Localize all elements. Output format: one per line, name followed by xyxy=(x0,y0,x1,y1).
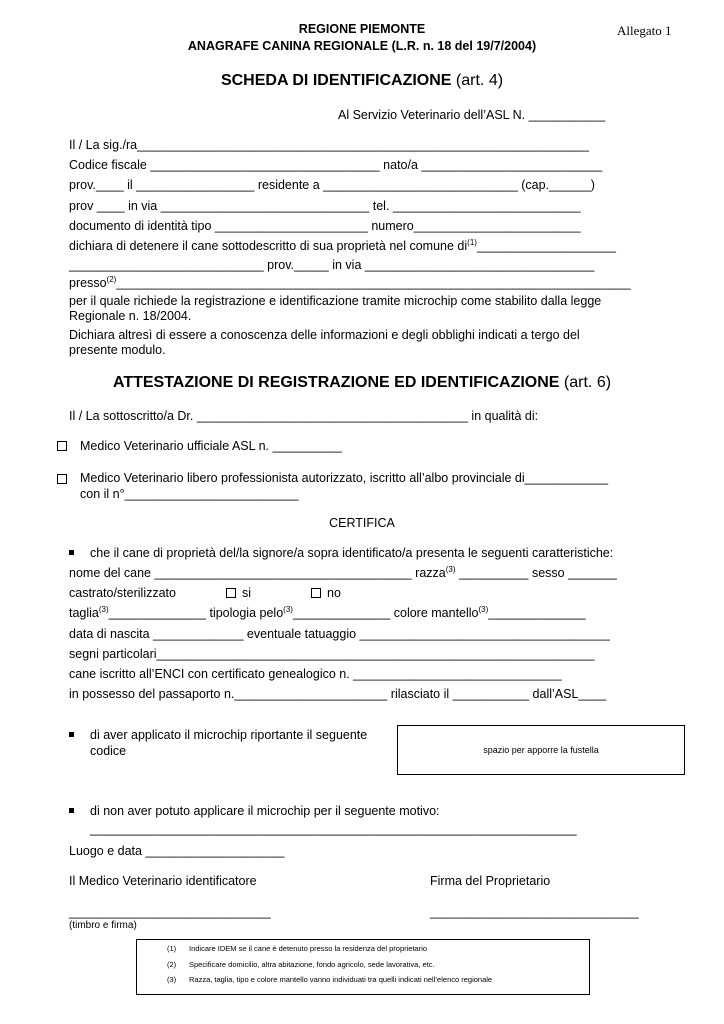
section2-title-art: (art. 6) xyxy=(559,374,612,391)
footnote-2-text: Specificare domicilio, altra abitazione, fondo agricolo, sede lavorativa, etc. xyxy=(189,960,435,969)
registry-heading: ANAGRAFE CANINA REGIONALE (L.R. n. 18 del 19/7/2004) xyxy=(187,39,537,53)
neutered-yes-label: si xyxy=(242,586,252,600)
footnote-3-number: (3) xyxy=(167,975,177,984)
footnote-2-number: (2) xyxy=(167,960,177,969)
microchip-label-box xyxy=(397,725,685,775)
passport-line: in possesso del passaporto n.______________________ rilasciato il ___________ dall’ASL____ xyxy=(69,687,607,701)
declaration-footnote: (1) xyxy=(467,237,477,247)
declaration-blank: ____________________ xyxy=(476,239,616,253)
vet-signature-blank: _____________________________ xyxy=(69,905,271,919)
color-footnote: (3) xyxy=(478,604,489,614)
coat-color-label: ______________ colore mantello xyxy=(292,606,479,620)
footnote-3-text: Razza, taglia, tipo e colore mantello vanno individuati tra quelli indicati nell’elenco regionale xyxy=(189,975,493,984)
stamp-and-sign-note: (timbro e firma) xyxy=(69,920,137,931)
residence-line: prov.____ il _________________ residente a ____________________________ (cap.______) xyxy=(69,178,595,192)
section1-title-art: (art. 4) xyxy=(451,72,504,89)
neutered-no-label: no xyxy=(327,586,341,600)
size-label: taglia xyxy=(69,606,99,620)
presso-label: presso xyxy=(69,276,107,290)
aware-text-1: Dichiara altresì di essere a conoscenza delle informazioni e degli obblighi indicati a tergo del xyxy=(69,328,580,342)
declaration-text: dichiara di detenere il cane sottodescritto di sua proprietà nel comune di xyxy=(69,239,468,253)
size-footnote: (3) xyxy=(98,604,109,614)
id-document-line: documento di identità tipo ______________________ numero________________________ xyxy=(69,219,581,233)
presso-footnote: (2) xyxy=(106,274,117,284)
size-coat-line xyxy=(69,606,586,620)
certifies-heading: CERTIFICA xyxy=(329,516,395,530)
vet-signature-label: Il Medico Veterinario identificatore xyxy=(69,874,257,888)
microchip-not-applied-text: di non aver potuto applicare il microchip per il seguente motivo: xyxy=(90,804,440,818)
owner-signature-label: Firma del Proprietario xyxy=(430,874,551,888)
private-vet-label-2: con il n°_________________________ xyxy=(80,487,299,501)
official-vet-checkbox[interactable] xyxy=(57,441,67,451)
birth-date-line: data di nascita _____________ eventuale tatuaggio ____________________________________ xyxy=(69,627,610,641)
aware-text-2: presente modulo. xyxy=(69,343,166,357)
private-vet-checkbox[interactable] xyxy=(57,474,67,484)
reason-blank: ______________________________________________________________________ xyxy=(90,822,577,836)
characteristics-text: che il cane di proprietà del/la signore/a sopra identificato/a presenta le seguenti caratteristiche: xyxy=(90,546,614,560)
undersigned-line: Il / La sottoscritto/a Dr. _______________________________________ in qualità di: xyxy=(69,409,539,423)
footnotes-box xyxy=(136,939,590,995)
bullet-marker-2 xyxy=(69,732,74,737)
neutered-no-checkbox[interactable] xyxy=(311,588,321,598)
private-vet-label-1: Medico Veterinario libero professionista autorizzato, iscritto all’albo provinciale di____________ xyxy=(80,471,609,485)
attachment-label: Allegato 1 xyxy=(617,23,672,38)
dog-name-line xyxy=(69,566,617,580)
section2-title xyxy=(0,374,724,392)
dog-sex-label: __________ sesso _______ xyxy=(455,566,617,580)
owner-signature-blank: ______________________________ xyxy=(430,905,639,919)
place-date-line: Luogo e data ____________________ xyxy=(69,844,285,858)
dog-name-label: nome del cane _____________________________________ razza xyxy=(69,566,446,580)
address-line: prov ____ in via ______________________________ tel. ___________________________ xyxy=(69,199,581,213)
enci-line: cane iscritto all’ENCI con certificato genealogico n. ______________________________ xyxy=(69,667,562,681)
microchip-applied-text-1: di aver applicato il microchip riportante il seguente xyxy=(90,728,368,742)
coat-footnote: (3) xyxy=(283,604,293,614)
official-vet-label: Medico Veterinario ufficiale ASL n. __________ xyxy=(80,439,342,453)
bullet-marker-1 xyxy=(69,550,74,555)
coat-color-blank: ______________ xyxy=(488,606,586,620)
presso-line xyxy=(69,276,631,290)
request-text-2: Regionale n. 18/2004. xyxy=(69,309,192,323)
neutered-label: castrato/sterilizzato xyxy=(69,586,176,600)
fiscal-code-line: Codice fiscale _________________________________ nato/a __________________________ xyxy=(69,158,603,172)
declaration-line xyxy=(69,239,616,253)
region-heading: REGIONE PIEMONTE xyxy=(298,22,426,36)
section1-title xyxy=(0,72,724,90)
microchip-applied-text-2: codice xyxy=(90,744,127,758)
bullet-marker-3 xyxy=(69,808,74,813)
footnote-1-text: Indicare IDEM se il cane è detenuto presso la residenza del proprietario xyxy=(189,944,428,953)
section2-title-main: ATTESTAZIONE DI REGISTRAZIONE ED IDENTIFICAZIONE xyxy=(112,374,560,391)
addressee-line: Al Servizio Veterinario dell’ASL N. ___________ xyxy=(338,108,606,122)
owner-name-line: Il / La sig./ra_________________________________________________________________ xyxy=(69,138,589,152)
presso-blank: __________________________________________________________________________ xyxy=(116,276,631,290)
breed-footnote: (3) xyxy=(445,564,456,574)
dog-location-line: ____________________________ prov._____ in via _________________________________ xyxy=(69,258,595,272)
special-marks-line: segni particolari_______________________________________________________________ xyxy=(69,647,595,661)
neutered-yes-checkbox[interactable] xyxy=(226,588,236,598)
section1-title-main: SCHEDA DI IDENTIFICAZIONE xyxy=(220,72,452,89)
microchip-label-box-text: spazio per apporre la fustella xyxy=(483,745,599,755)
coat-type-label: ______________ tipologia pelo xyxy=(108,606,284,620)
footnote-1-number: (1) xyxy=(167,944,177,953)
request-text-1: per il quale richiede la registrazione e identificazione tramite microchip come stabilito dalla legge xyxy=(69,294,602,308)
